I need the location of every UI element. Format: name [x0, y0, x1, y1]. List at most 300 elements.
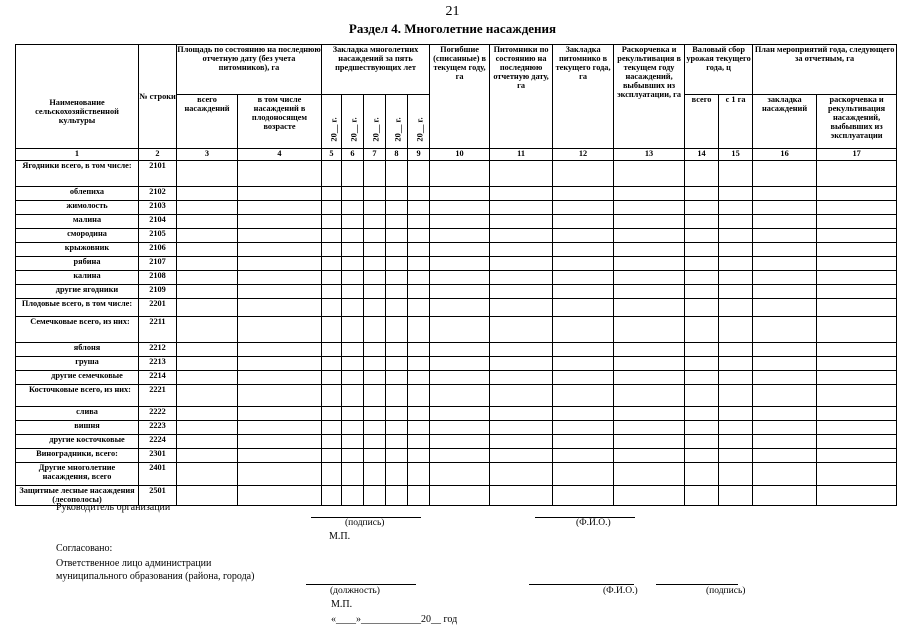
entry-cell[interactable] [817, 371, 897, 385]
entry-cell[interactable] [490, 385, 553, 407]
entry-cell[interactable] [364, 299, 386, 317]
entry-cell[interactable] [753, 299, 817, 317]
entry-cell[interactable] [430, 449, 490, 463]
entry-cell[interactable] [177, 187, 238, 201]
entry-cell[interactable] [685, 343, 719, 357]
entry-cell[interactable] [753, 257, 817, 271]
entry-cell[interactable] [719, 371, 753, 385]
entry-cell[interactable] [817, 229, 897, 243]
entry-cell[interactable] [408, 407, 430, 421]
entry-cell[interactable] [614, 449, 685, 463]
entry-cell[interactable] [238, 257, 322, 271]
entry-cell[interactable] [614, 463, 685, 486]
entry-cell[interactable] [408, 243, 430, 257]
entry-cell[interactable] [386, 257, 408, 271]
entry-cell[interactable] [614, 201, 685, 215]
entry-cell[interactable] [614, 285, 685, 299]
entry-cell[interactable] [753, 271, 817, 285]
entry-cell[interactable] [817, 243, 897, 257]
entry-cell[interactable] [753, 215, 817, 229]
entry-cell[interactable] [386, 343, 408, 357]
entry-cell[interactable] [322, 435, 342, 449]
entry-cell[interactable] [408, 371, 430, 385]
entry-cell[interactable] [342, 229, 364, 243]
entry-cell[interactable] [753, 229, 817, 243]
entry-cell[interactable] [490, 371, 553, 385]
entry-cell[interactable] [490, 449, 553, 463]
entry-cell[interactable] [322, 371, 342, 385]
entry-cell[interactable] [386, 187, 408, 201]
entry-cell[interactable] [322, 299, 342, 317]
entry-cell[interactable] [342, 161, 364, 187]
entry-cell[interactable] [322, 385, 342, 407]
entry-cell[interactable] [238, 271, 322, 285]
entry-cell[interactable] [238, 285, 322, 299]
entry-cell[interactable] [817, 343, 897, 357]
entry-cell[interactable] [614, 317, 685, 343]
entry-cell[interactable] [685, 257, 719, 271]
entry-cell[interactable] [342, 201, 364, 215]
entry-cell[interactable] [177, 215, 238, 229]
entry-cell[interactable] [342, 187, 364, 201]
entry-cell[interactable] [753, 449, 817, 463]
entry-cell[interactable] [322, 343, 342, 357]
entry-cell[interactable] [685, 407, 719, 421]
entry-cell[interactable] [490, 435, 553, 449]
entry-cell[interactable] [817, 463, 897, 486]
entry-cell[interactable] [685, 357, 719, 371]
entry-cell[interactable] [614, 435, 685, 449]
entry-cell[interactable] [753, 486, 817, 506]
entry-cell[interactable] [614, 371, 685, 385]
entry-cell[interactable] [553, 407, 614, 421]
entry-cell[interactable] [490, 357, 553, 371]
entry-cell[interactable] [238, 421, 322, 435]
entry-cell[interactable] [490, 201, 553, 215]
entry-cell[interactable] [408, 215, 430, 229]
entry-cell[interactable] [408, 317, 430, 343]
entry-cell[interactable] [386, 201, 408, 215]
entry-cell[interactable] [386, 285, 408, 299]
entry-cell[interactable] [342, 343, 364, 357]
entry-cell[interactable] [177, 449, 238, 463]
entry-cell[interactable] [177, 407, 238, 421]
entry-cell[interactable] [364, 243, 386, 257]
entry-cell[interactable] [322, 285, 342, 299]
entry-cell[interactable] [177, 161, 238, 187]
entry-cell[interactable] [553, 357, 614, 371]
entry-cell[interactable] [753, 385, 817, 407]
entry-cell[interactable] [177, 243, 238, 257]
entry-cell[interactable] [490, 486, 553, 506]
entry-cell[interactable] [238, 187, 322, 201]
entry-cell[interactable] [364, 317, 386, 343]
entry-cell[interactable] [490, 285, 553, 299]
entry-cell[interactable] [364, 407, 386, 421]
entry-cell[interactable] [685, 435, 719, 449]
entry-cell[interactable] [685, 271, 719, 285]
entry-cell[interactable] [408, 257, 430, 271]
entry-cell[interactable] [490, 187, 553, 201]
entry-cell[interactable] [430, 243, 490, 257]
entry-cell[interactable] [322, 463, 342, 486]
entry-cell[interactable] [430, 271, 490, 285]
entry-cell[interactable] [685, 187, 719, 201]
entry-cell[interactable] [386, 317, 408, 343]
entry-cell[interactable] [553, 371, 614, 385]
entry-cell[interactable] [386, 229, 408, 243]
entry-cell[interactable] [342, 463, 364, 486]
entry-cell[interactable] [553, 343, 614, 357]
entry-cell[interactable] [364, 357, 386, 371]
entry-cell[interactable] [408, 299, 430, 317]
entry-cell[interactable] [719, 435, 753, 449]
entry-cell[interactable] [238, 371, 322, 385]
entry-cell[interactable] [408, 357, 430, 371]
entry-cell[interactable] [322, 357, 342, 371]
entry-cell[interactable] [719, 243, 753, 257]
entry-cell[interactable] [322, 421, 342, 435]
entry-cell[interactable] [177, 343, 238, 357]
entry-cell[interactable] [322, 407, 342, 421]
entry-cell[interactable] [177, 385, 238, 407]
entry-cell[interactable] [430, 357, 490, 371]
entry-cell[interactable] [408, 285, 430, 299]
entry-cell[interactable] [386, 449, 408, 463]
entry-cell[interactable] [238, 357, 322, 371]
entry-cell[interactable] [553, 243, 614, 257]
entry-cell[interactable] [386, 271, 408, 285]
entry-cell[interactable] [685, 215, 719, 229]
entry-cell[interactable] [322, 317, 342, 343]
entry-cell[interactable] [553, 385, 614, 407]
entry-cell[interactable] [817, 407, 897, 421]
entry-cell[interactable] [238, 317, 322, 343]
entry-cell[interactable] [753, 463, 817, 486]
entry-cell[interactable] [719, 187, 753, 201]
entry-cell[interactable] [386, 421, 408, 435]
entry-cell[interactable] [719, 229, 753, 243]
entry-cell[interactable] [177, 257, 238, 271]
entry-cell[interactable] [322, 187, 342, 201]
entry-cell[interactable] [408, 449, 430, 463]
entry-cell[interactable] [614, 229, 685, 243]
entry-cell[interactable] [430, 385, 490, 407]
entry-cell[interactable] [408, 229, 430, 243]
entry-cell[interactable] [386, 385, 408, 407]
entry-cell[interactable] [322, 271, 342, 285]
entry-cell[interactable] [719, 407, 753, 421]
entry-cell[interactable] [177, 271, 238, 285]
entry-cell[interactable] [386, 161, 408, 187]
entry-cell[interactable] [490, 257, 553, 271]
entry-cell[interactable] [553, 285, 614, 299]
entry-cell[interactable] [342, 486, 364, 506]
entry-cell[interactable] [342, 243, 364, 257]
entry-cell[interactable] [614, 407, 685, 421]
entry-cell[interactable] [719, 257, 753, 271]
entry-cell[interactable] [685, 317, 719, 343]
entry-cell[interactable] [753, 317, 817, 343]
entry-cell[interactable] [322, 215, 342, 229]
entry-cell[interactable] [614, 299, 685, 317]
entry-cell[interactable] [553, 435, 614, 449]
entry-cell[interactable] [817, 271, 897, 285]
entry-cell[interactable] [430, 317, 490, 343]
entry-cell[interactable] [408, 343, 430, 357]
entry-cell[interactable] [342, 317, 364, 343]
entry-cell[interactable] [685, 371, 719, 385]
entry-cell[interactable] [817, 317, 897, 343]
entry-cell[interactable] [408, 463, 430, 486]
entry-cell[interactable] [719, 299, 753, 317]
entry-cell[interactable] [719, 385, 753, 407]
entry-cell[interactable] [753, 285, 817, 299]
entry-cell[interactable] [342, 215, 364, 229]
entry-cell[interactable] [430, 421, 490, 435]
entry-cell[interactable] [364, 421, 386, 435]
entry-cell[interactable] [685, 285, 719, 299]
entry-cell[interactable] [364, 371, 386, 385]
entry-cell[interactable] [553, 215, 614, 229]
entry-cell[interactable] [342, 357, 364, 371]
entry-cell[interactable] [490, 161, 553, 187]
entry-cell[interactable] [177, 285, 238, 299]
entry-cell[interactable] [386, 299, 408, 317]
entry-cell[interactable] [753, 357, 817, 371]
entry-cell[interactable] [490, 299, 553, 317]
entry-cell[interactable] [817, 357, 897, 371]
entry-cell[interactable] [342, 257, 364, 271]
entry-cell[interactable] [322, 229, 342, 243]
entry-cell[interactable] [817, 449, 897, 463]
entry-cell[interactable] [386, 486, 408, 506]
entry-cell[interactable] [177, 486, 238, 506]
entry-cell[interactable] [386, 435, 408, 449]
entry-cell[interactable] [386, 357, 408, 371]
entry-cell[interactable] [719, 463, 753, 486]
entry-cell[interactable] [364, 285, 386, 299]
entry-cell[interactable] [238, 243, 322, 257]
entry-cell[interactable] [430, 229, 490, 243]
entry-cell[interactable] [238, 385, 322, 407]
entry-cell[interactable] [685, 243, 719, 257]
entry-cell[interactable] [719, 343, 753, 357]
entry-cell[interactable] [342, 299, 364, 317]
entry-cell[interactable] [177, 463, 238, 486]
entry-cell[interactable] [238, 229, 322, 243]
entry-cell[interactable] [719, 271, 753, 285]
entry-cell[interactable] [753, 421, 817, 435]
entry-cell[interactable] [753, 161, 817, 187]
entry-cell[interactable] [490, 463, 553, 486]
entry-cell[interactable] [553, 317, 614, 343]
entry-cell[interactable] [614, 243, 685, 257]
entry-cell[interactable] [342, 449, 364, 463]
entry-cell[interactable] [685, 385, 719, 407]
entry-cell[interactable] [342, 435, 364, 449]
entry-cell[interactable] [238, 161, 322, 187]
entry-cell[interactable] [238, 299, 322, 317]
entry-cell[interactable] [430, 257, 490, 271]
entry-cell[interactable] [364, 343, 386, 357]
entry-cell[interactable] [753, 407, 817, 421]
entry-cell[interactable] [685, 161, 719, 187]
entry-cell[interactable] [322, 201, 342, 215]
entry-cell[interactable] [238, 486, 322, 506]
entry-cell[interactable] [238, 435, 322, 449]
entry-cell[interactable] [817, 299, 897, 317]
entry-cell[interactable] [685, 201, 719, 215]
entry-cell[interactable] [719, 161, 753, 187]
entry-cell[interactable] [364, 161, 386, 187]
entry-cell[interactable] [408, 201, 430, 215]
entry-cell[interactable] [386, 215, 408, 229]
entry-cell[interactable] [490, 317, 553, 343]
entry-cell[interactable] [364, 463, 386, 486]
entry-cell[interactable] [430, 407, 490, 421]
entry-cell[interactable] [430, 486, 490, 506]
entry-cell[interactable] [614, 486, 685, 506]
entry-cell[interactable] [685, 421, 719, 435]
entry-cell[interactable] [177, 201, 238, 215]
entry-cell[interactable] [386, 407, 408, 421]
entry-cell[interactable] [553, 187, 614, 201]
entry-cell[interactable] [817, 421, 897, 435]
entry-cell[interactable] [490, 229, 553, 243]
entry-cell[interactable] [430, 215, 490, 229]
entry-cell[interactable] [177, 229, 238, 243]
entry-cell[interactable] [364, 449, 386, 463]
entry-cell[interactable] [408, 421, 430, 435]
entry-cell[interactable] [490, 343, 553, 357]
entry-cell[interactable] [408, 486, 430, 506]
entry-cell[interactable] [719, 285, 753, 299]
entry-cell[interactable] [614, 271, 685, 285]
entry-cell[interactable] [430, 299, 490, 317]
entry-cell[interactable] [553, 449, 614, 463]
entry-cell[interactable] [430, 161, 490, 187]
entry-cell[interactable] [817, 257, 897, 271]
entry-cell[interactable] [553, 229, 614, 243]
entry-cell[interactable] [177, 371, 238, 385]
entry-cell[interactable] [719, 215, 753, 229]
entry-cell[interactable] [364, 187, 386, 201]
entry-cell[interactable] [238, 449, 322, 463]
entry-cell[interactable] [430, 343, 490, 357]
entry-cell[interactable] [753, 435, 817, 449]
entry-cell[interactable] [719, 201, 753, 215]
entry-cell[interactable] [177, 299, 238, 317]
entry-cell[interactable] [614, 343, 685, 357]
entry-cell[interactable] [238, 463, 322, 486]
entry-cell[interactable] [553, 257, 614, 271]
entry-cell[interactable] [490, 271, 553, 285]
entry-cell[interactable] [322, 486, 342, 506]
entry-cell[interactable] [753, 243, 817, 257]
entry-cell[interactable] [408, 161, 430, 187]
entry-cell[interactable] [342, 271, 364, 285]
entry-cell[interactable] [753, 371, 817, 385]
entry-cell[interactable] [614, 161, 685, 187]
entry-cell[interactable] [364, 486, 386, 506]
entry-cell[interactable] [614, 215, 685, 229]
entry-cell[interactable] [553, 201, 614, 215]
entry-cell[interactable] [364, 385, 386, 407]
entry-cell[interactable] [553, 271, 614, 285]
entry-cell[interactable] [364, 215, 386, 229]
entry-cell[interactable] [408, 385, 430, 407]
entry-cell[interactable] [238, 343, 322, 357]
entry-cell[interactable] [364, 229, 386, 243]
entry-cell[interactable] [430, 201, 490, 215]
entry-cell[interactable] [817, 161, 897, 187]
entry-cell[interactable] [817, 385, 897, 407]
entry-cell[interactable] [408, 435, 430, 449]
entry-cell[interactable] [430, 187, 490, 201]
entry-cell[interactable] [685, 486, 719, 506]
entry-cell[interactable] [238, 215, 322, 229]
entry-cell[interactable] [719, 486, 753, 506]
entry-cell[interactable] [614, 187, 685, 201]
entry-cell[interactable] [430, 463, 490, 486]
entry-cell[interactable] [408, 271, 430, 285]
entry-cell[interactable] [490, 407, 553, 421]
entry-cell[interactable] [430, 435, 490, 449]
entry-cell[interactable] [685, 229, 719, 243]
entry-cell[interactable] [342, 407, 364, 421]
entry-cell[interactable] [553, 486, 614, 506]
entry-cell[interactable] [177, 435, 238, 449]
entry-cell[interactable] [490, 215, 553, 229]
entry-cell[interactable] [553, 421, 614, 435]
entry-cell[interactable] [685, 299, 719, 317]
entry-cell[interactable] [614, 257, 685, 271]
entry-cell[interactable] [685, 463, 719, 486]
entry-cell[interactable] [408, 187, 430, 201]
entry-cell[interactable] [719, 421, 753, 435]
entry-cell[interactable] [430, 285, 490, 299]
entry-cell[interactable] [719, 449, 753, 463]
entry-cell[interactable] [553, 161, 614, 187]
entry-cell[interactable] [614, 385, 685, 407]
entry-cell[interactable] [342, 421, 364, 435]
entry-cell[interactable] [322, 161, 342, 187]
entry-cell[interactable] [177, 421, 238, 435]
entry-cell[interactable] [817, 435, 897, 449]
entry-cell[interactable] [386, 243, 408, 257]
entry-cell[interactable] [490, 421, 553, 435]
entry-cell[interactable] [490, 243, 553, 257]
entry-cell[interactable] [430, 371, 490, 385]
entry-cell[interactable] [553, 299, 614, 317]
entry-cell[interactable] [322, 449, 342, 463]
entry-cell[interactable] [177, 357, 238, 371]
entry-cell[interactable] [719, 357, 753, 371]
entry-cell[interactable] [719, 317, 753, 343]
entry-cell[interactable] [753, 201, 817, 215]
entry-cell[interactable] [753, 343, 817, 357]
entry-cell[interactable] [364, 201, 386, 215]
entry-cell[interactable] [753, 187, 817, 201]
entry-cell[interactable] [342, 385, 364, 407]
entry-cell[interactable] [364, 435, 386, 449]
entry-cell[interactable] [614, 357, 685, 371]
entry-cell[interactable] [817, 285, 897, 299]
entry-cell[interactable] [238, 407, 322, 421]
entry-cell[interactable] [364, 271, 386, 285]
entry-cell[interactable] [553, 463, 614, 486]
